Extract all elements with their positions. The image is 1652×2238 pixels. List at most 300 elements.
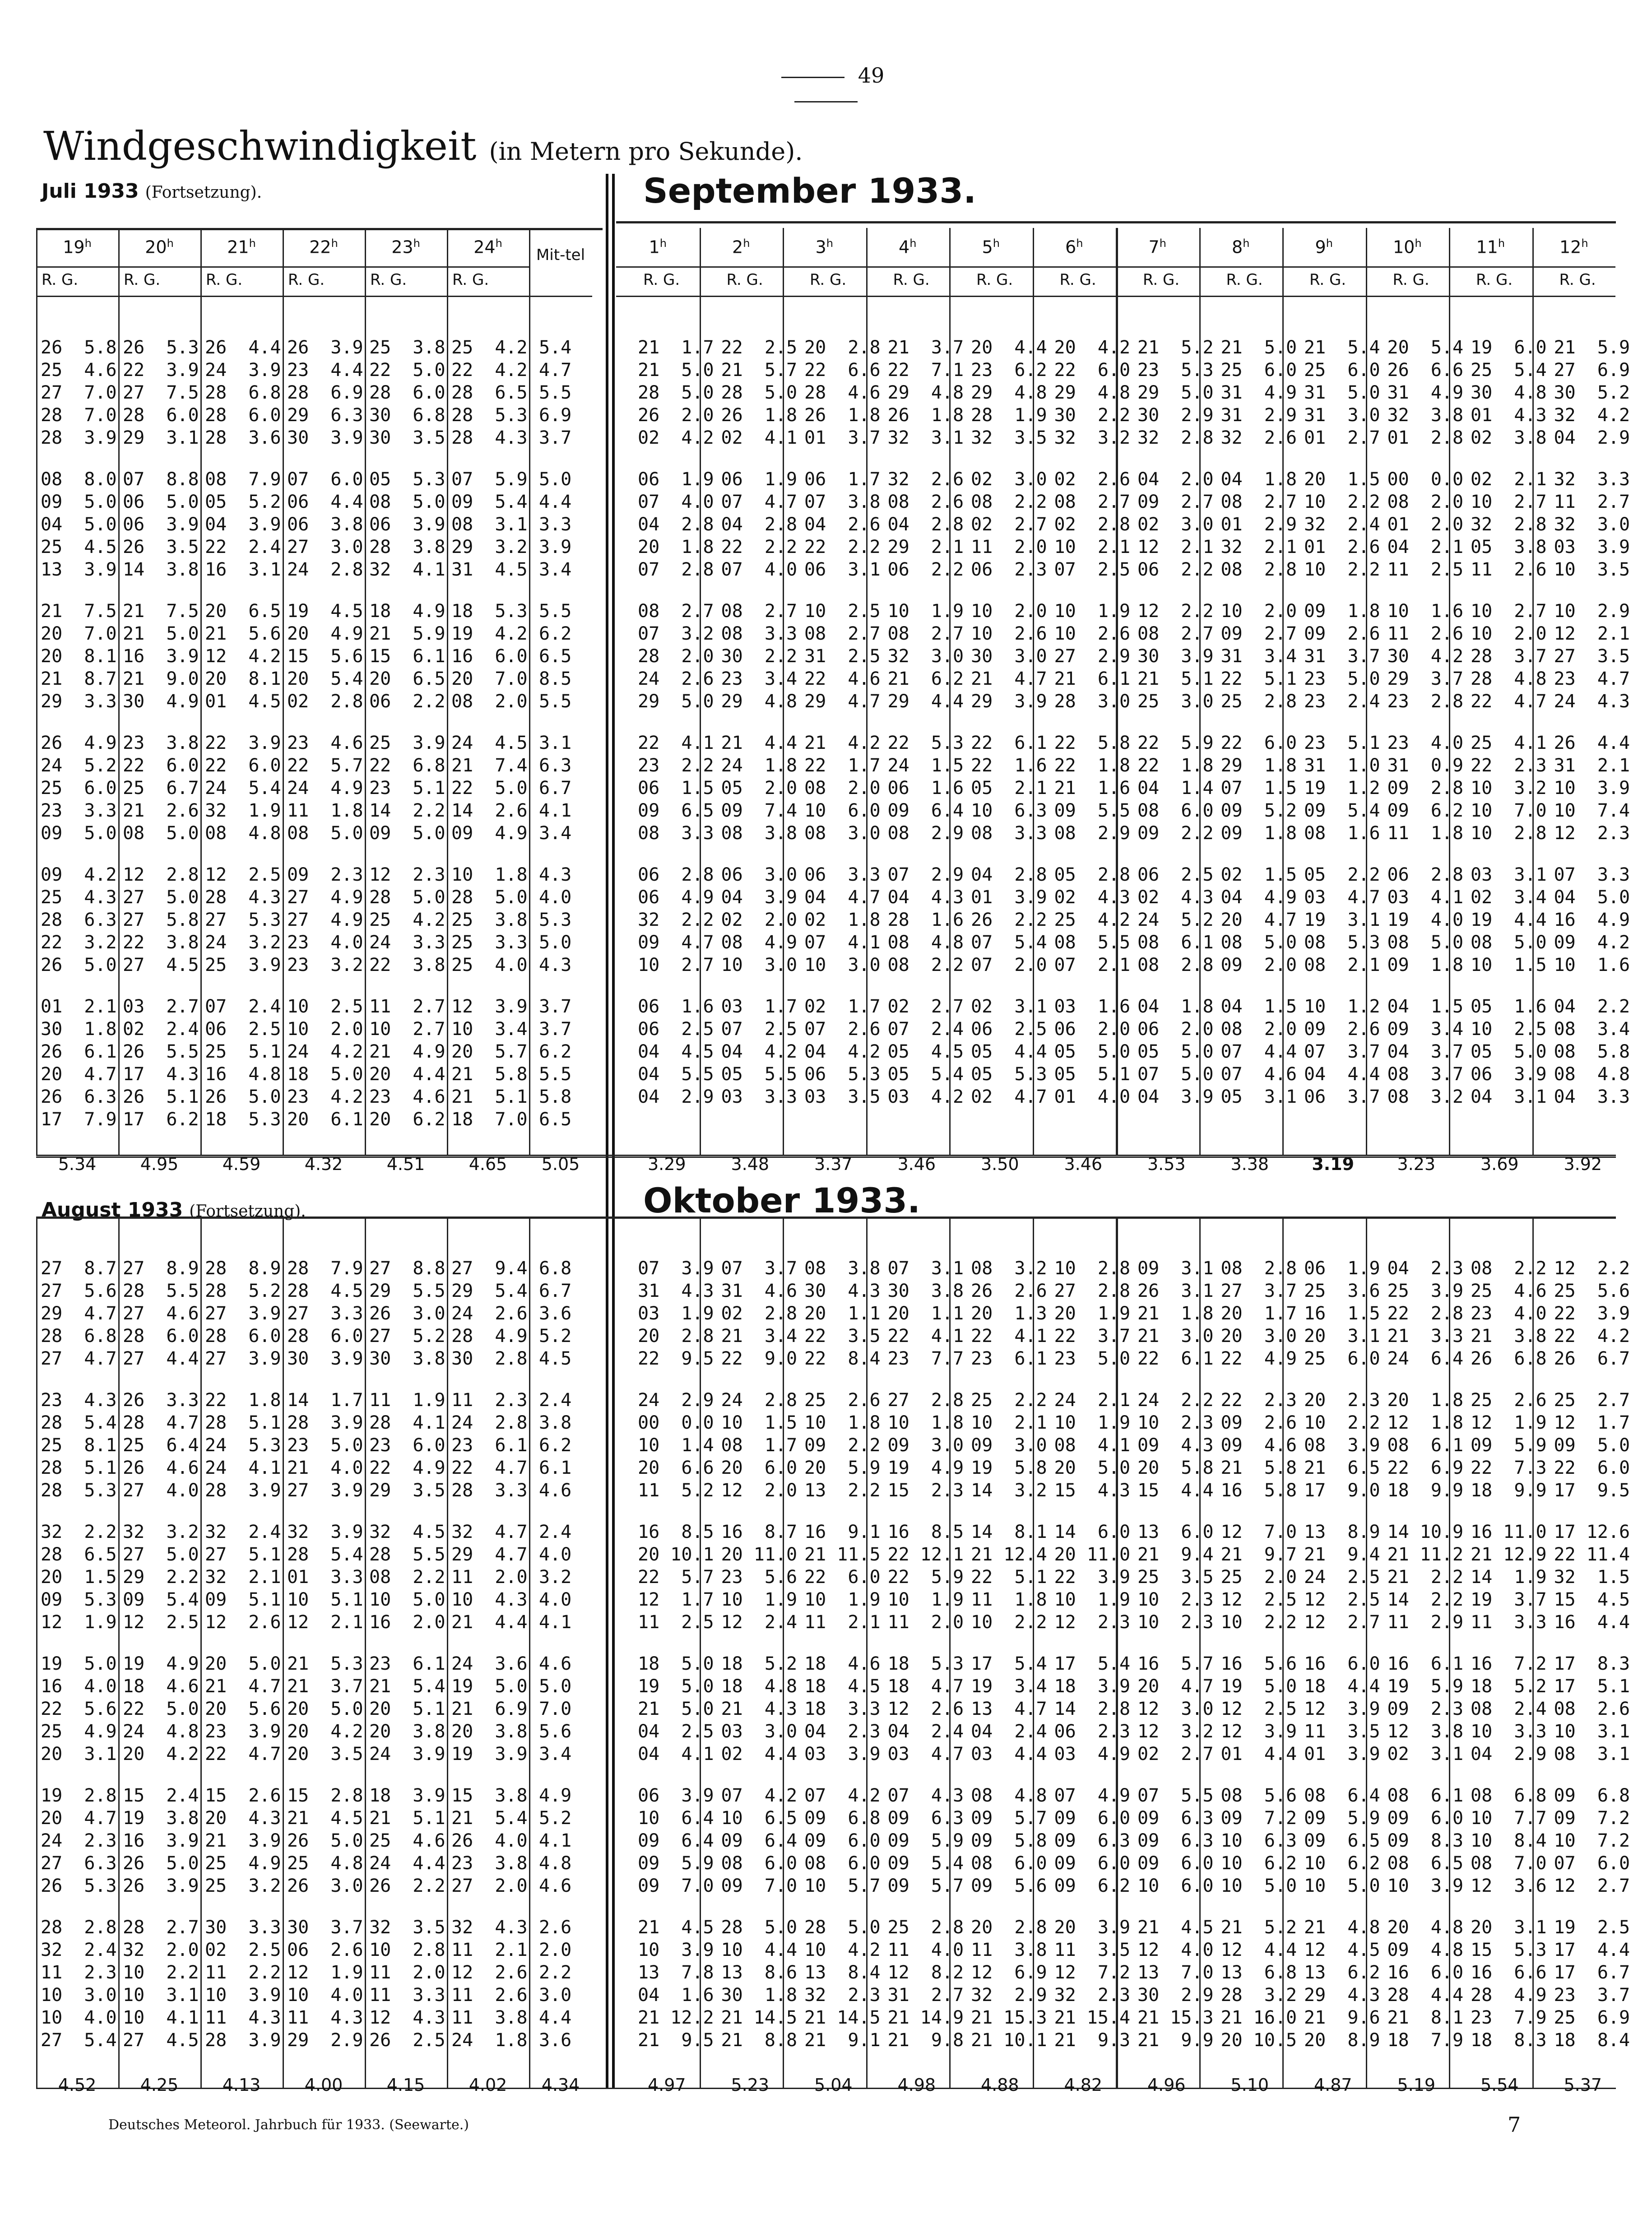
cell-rg: 11 1.9 — [369, 1390, 445, 1411]
cell-rg: 11 2.5 — [638, 1612, 714, 1633]
cell-rg: 26 2.6 — [971, 1281, 1047, 1301]
cell-rg: 21 9.5 — [638, 2030, 714, 2051]
cell-rg: 29 2.1 — [887, 537, 964, 557]
cell-rg: 08 2.0 — [1220, 1019, 1297, 1040]
cell-rg: 03 3.5 — [804, 1086, 881, 1107]
cell-rg: 20 4.9 — [287, 623, 363, 644]
cell-rg: 28 4.1 — [369, 1412, 445, 1433]
cell-rg: 26 4.4 — [205, 337, 281, 358]
cell-rg: 21 5.7 — [721, 360, 798, 381]
cell-rg: 25 6.0 — [1220, 360, 1297, 381]
cell-rg: 22 4.1 — [887, 1326, 964, 1347]
cell-rg: 04 2.6 — [804, 514, 881, 535]
cell-rg: 14 1.9 — [1471, 1567, 1547, 1588]
cell-rg: 28 6.0 — [287, 1326, 363, 1347]
cell-rg: 15 4.4 — [1137, 1480, 1214, 1501]
column-mean: 4.96 — [1147, 2075, 1186, 2095]
cell-rg: 08 2.9 — [887, 823, 964, 844]
column-mean: 4.25 — [140, 2075, 179, 2095]
cell-rg: 17 5.1 — [1554, 1676, 1630, 1697]
cell-rg: 02 4.7 — [971, 1086, 1047, 1107]
cell-rg: 28 5.3 — [41, 1480, 117, 1501]
cell-rg: 03 4.7 — [887, 1744, 964, 1764]
column-rule — [1116, 1217, 1118, 2088]
cell-rg: 09 6.3 — [887, 1808, 964, 1829]
rg-subheader: R. G. — [370, 271, 407, 289]
cell-rg: 19 6.0 — [1471, 337, 1547, 358]
cell-rg: 12 2.8 — [123, 864, 199, 885]
cell-rg: 26 1.8 — [887, 405, 964, 426]
cell-rg: 32 2.1 — [1220, 537, 1297, 557]
cell-rg: 28 4.9 — [451, 1326, 528, 1347]
cell-rg: 20 6.2 — [369, 1109, 445, 1130]
cell-rg: 26 3.5 — [123, 537, 199, 557]
cell-rg: 23 5.6 — [721, 1567, 798, 1588]
cell-rg: 26 5.0 — [123, 1853, 199, 1874]
cell-rg: 02 3.8 — [1471, 427, 1547, 448]
cell-rg: 26 2.2 — [369, 1876, 445, 1896]
hour-header-9h: 9$^h$ — [1315, 237, 1333, 257]
cell-rg: 26 5.5 — [123, 1041, 199, 1062]
hour-header-2h: 2$^h$ — [732, 237, 750, 257]
cell-rg: 18 4.7 — [887, 1676, 964, 1697]
cell-rg: 16 6.6 — [1471, 1962, 1547, 1983]
cell-rg: 04 2.8 — [638, 514, 714, 535]
cell-rg: 21 5.1 — [1137, 669, 1214, 689]
cell-rg: 09 5.9 — [1471, 1435, 1547, 1456]
cell-rg: 02 2.0 — [721, 910, 798, 930]
cell-rg: 28 3.3 — [451, 1480, 528, 1501]
cell-rg: 06 3.7 — [1304, 1086, 1380, 1107]
cell-rg: 29 3.9 — [971, 691, 1047, 712]
cell-mittel: 4.0 — [539, 1544, 572, 1565]
cell-rg: 28 2.8 — [41, 1917, 117, 1938]
column-rule — [283, 1217, 284, 2088]
cell-rg: 27 7.0 — [41, 382, 117, 403]
column-rule — [1449, 228, 1450, 1156]
cell-rg: 12 2.3 — [369, 864, 445, 885]
cell-rg: 27 2.9 — [1054, 646, 1131, 667]
cell-rg: 28 4.5 — [287, 1281, 363, 1301]
cell-rg: 02 2.7 — [1137, 1744, 1214, 1764]
cell-rg: 28 6.0 — [369, 382, 445, 403]
cell-rg: 10 6.4 — [638, 1808, 714, 1829]
cell-rg: 16 2.0 — [369, 1612, 445, 1633]
cell-rg: 20 1.5 — [1304, 469, 1380, 490]
cell-rg: 21 9.3 — [1054, 2030, 1131, 2051]
cell-rg: 31 4.3 — [638, 1281, 714, 1301]
cell-rg: 27 3.9 — [205, 1303, 281, 1324]
hour-header-7h: 7$^h$ — [1148, 237, 1166, 257]
cell-rg: 11 2.6 — [1387, 623, 1464, 644]
cell-rg: 24 5.3 — [205, 1435, 281, 1456]
cell-rg: 19 2.8 — [41, 1785, 117, 1806]
cell-rg: 22 5.1 — [1220, 669, 1297, 689]
rule — [36, 228, 603, 230]
rg-subheader: R. G. — [1309, 271, 1346, 289]
cell-rg: 07 2.5 — [721, 1019, 798, 1040]
cell-mittel: 4.9 — [539, 1785, 572, 1806]
cell-rg: 26 5.3 — [123, 337, 199, 358]
cell-rg: 08 2.2 — [369, 1567, 445, 1588]
cell-rg: 32 2.0 — [123, 1940, 199, 1960]
column-mean: 4.00 — [304, 2075, 343, 2095]
cell-mittel: 4.1 — [539, 800, 572, 821]
cell-rg: 18 3.9 — [369, 1785, 445, 1806]
cell-rg: 24 3.6 — [451, 1653, 528, 1674]
cell-rg: 16 3.1 — [205, 559, 281, 580]
cell-rg: 26 6.3 — [41, 1086, 117, 1107]
cell-rg: 08 5.0 — [369, 492, 445, 512]
cell-rg: 28 7.0 — [41, 405, 117, 426]
cell-mittel: 6.2 — [539, 623, 572, 644]
cell-rg: 03 4.1 — [1387, 887, 1464, 908]
cell-rg: 21 4.5 — [287, 1808, 363, 1829]
cell-rg: 11 2.6 — [451, 1985, 528, 2006]
cell-rg: 25 4.6 — [41, 360, 117, 381]
cell-rg: 28 4.3 — [451, 427, 528, 448]
cell-rg: 21 4.4 — [451, 1612, 528, 1633]
cell-rg: 04 2.8 — [971, 864, 1047, 885]
cell-rg: 22 5.0 — [123, 1699, 199, 1719]
cell-rg: 09 5.3 — [41, 1589, 117, 1610]
cell-rg: 27 4.5 — [123, 955, 199, 975]
cell-rg: 09 3.0 — [971, 1435, 1047, 1456]
cell-rg: 20 4.7 — [1220, 910, 1297, 930]
cell-rg: 21 5.1 — [451, 1086, 528, 1107]
cell-mittel: 4.1 — [539, 1830, 572, 1851]
cell-rg: 02 2.7 — [887, 996, 964, 1017]
cell-rg: 28 6.0 — [123, 405, 199, 426]
cell-rg: 31 0.9 — [1387, 755, 1464, 776]
cell-rg: 20 4.7 — [41, 1808, 117, 1829]
cell-rg: 02 2.7 — [971, 514, 1047, 535]
cell-rg: 22 8.4 — [804, 1348, 881, 1369]
column-rule — [866, 228, 868, 1156]
cell-rg: 23 7.7 — [887, 1348, 964, 1369]
cell-rg: 16 7.2 — [1471, 1653, 1547, 1674]
cell-rg: 20 5.8 — [1137, 1458, 1214, 1478]
cell-rg: 16 6.0 — [1387, 1962, 1464, 1983]
cell-rg: 27 5.2 — [369, 1326, 445, 1347]
cell-rg: 07 2.6 — [804, 1019, 881, 1040]
cell-rg: 09 4.9 — [451, 823, 528, 844]
cell-rg: 32 2.4 — [205, 1522, 281, 1542]
cell-rg: 27 3.5 — [1554, 646, 1630, 667]
column-mean: 4.15 — [386, 2075, 425, 2095]
cell-rg: 19 3.1 — [1304, 910, 1380, 930]
cell-rg: 22 2.3 — [1471, 755, 1547, 776]
cell-rg: 28 1.6 — [887, 910, 964, 930]
cell-rg: 12 1.9 — [1471, 1412, 1547, 1433]
cell-rg: 23 4.7 — [1554, 669, 1630, 689]
cell-rg: 31 2.5 — [804, 646, 881, 667]
cell-rg: 08 2.7 — [804, 623, 881, 644]
cell-rg: 06 5.3 — [804, 1064, 881, 1085]
cell-rg: 01 4.3 — [1471, 405, 1547, 426]
cell-rg: 22 3.8 — [123, 932, 199, 953]
cell-rg: 30 2.9 — [1137, 1985, 1214, 2006]
cell-rg: 10 6.0 — [1137, 1876, 1214, 1896]
cell-rg: 32 2.2 — [638, 910, 714, 930]
cell-rg: 21 14.5 — [804, 2007, 881, 2028]
cell-rg: 16 5.7 — [1137, 1653, 1214, 1674]
cell-rg: 11 3.5 — [1054, 1940, 1131, 1960]
cell-rg: 07 6.0 — [1554, 1853, 1630, 1874]
cell-rg: 28 4.4 — [1387, 1985, 1464, 2006]
cell-rg: 21 8.1 — [1387, 2007, 1464, 2028]
page-title: Windgeschwindigkeit (in Metern pro Sekunde). — [43, 123, 803, 169]
cell-rg: 17 9.5 — [1554, 1480, 1630, 1501]
cell-rg: 24 2.1 — [1054, 1390, 1131, 1411]
cell-rg: 28 6.5 — [41, 1544, 117, 1565]
cell-rg: 14 2.8 — [1054, 1699, 1131, 1719]
cell-rg: 21 4.7 — [971, 669, 1047, 689]
cell-rg: 32 2.4 — [1304, 514, 1380, 535]
cell-rg: 26 6.8 — [1471, 1348, 1547, 1369]
cell-rg: 12 8.2 — [887, 1962, 964, 1983]
cell-rg: 16 9.1 — [804, 1522, 881, 1542]
cell-mittel: 6.8 — [539, 1258, 572, 1279]
cell-rg: 08 6.5 — [1387, 1853, 1464, 1874]
column-rule — [365, 228, 366, 1156]
cell-mittel: 3.6 — [539, 2030, 572, 2051]
column-mean: 4.51 — [386, 1154, 425, 1174]
cell-rg: 02 2.8 — [1054, 514, 1131, 535]
cell-rg: 07 3.8 — [804, 492, 881, 512]
cell-rg: 09 5.4 — [887, 1853, 964, 1874]
cell-rg: 18 5.0 — [638, 1653, 714, 1674]
cell-rg: 22 2.4 — [205, 537, 281, 557]
cell-rg: 02 2.1 — [1471, 469, 1547, 490]
cell-rg: 18 5.3 — [887, 1653, 964, 1674]
cell-rg: 10 6.2 — [1304, 1853, 1380, 1874]
column-rule — [118, 1217, 120, 2088]
cell-rg: 21 9.4 — [1137, 1544, 1214, 1565]
cell-rg: 08 6.0 — [721, 1853, 798, 1874]
cell-rg: 20 8.9 — [1304, 2030, 1380, 2051]
cell-rg: 06 2.6 — [287, 1940, 363, 1960]
cell-rg: 19 3.4 — [971, 1676, 1047, 1697]
cell-rg: 11 2.0 — [887, 1612, 964, 1633]
cell-rg: 21 4.4 — [721, 733, 798, 753]
cell-rg: 07 4.7 — [721, 492, 798, 512]
cell-rg: 23 3.3 — [41, 800, 117, 821]
cell-rg: 06 2.5 — [971, 1019, 1047, 1040]
rg-subheader: R. G. — [726, 271, 763, 289]
cell-rg: 17 4.4 — [1554, 1940, 1630, 1960]
cell-mittel: 5.4 — [539, 337, 572, 358]
cell-rg: 24 3.3 — [369, 932, 445, 953]
cell-rg: 08 2.8 — [1220, 559, 1297, 580]
cell-rg: 21 9.4 — [1304, 1544, 1380, 1565]
cell-mittel: 5.3 — [539, 910, 572, 930]
cell-rg: 27 3.0 — [287, 537, 363, 557]
cell-rg: 04 4.2 — [804, 1041, 881, 1062]
cell-rg: 29 5.0 — [638, 691, 714, 712]
column-rule — [36, 1217, 37, 2088]
cell-rg: 09 5.8 — [971, 1830, 1047, 1851]
cell-rg: 10 2.0 — [1471, 623, 1547, 644]
cell-mittel: 5.5 — [539, 1064, 572, 1085]
cell-rg: 32 4.3 — [451, 1917, 528, 1938]
cell-rg: 10 6.5 — [721, 1808, 798, 1829]
cell-rg: 12 4.4 — [1220, 1940, 1297, 1960]
hour-header-23h: 23$^h$ — [391, 237, 420, 257]
cell-rg: 21 5.9 — [369, 623, 445, 644]
cell-rg: 22 6.0 — [123, 755, 199, 776]
cell-rg: 20 3.8 — [451, 1721, 528, 1742]
cell-rg: 32 3.9 — [287, 1522, 363, 1542]
cell-rg: 22 5.8 — [1054, 733, 1131, 753]
cell-rg: 20 3.8 — [369, 1721, 445, 1742]
cell-rg: 03 3.1 — [1471, 864, 1547, 885]
cell-rg: 21 5.4 — [369, 1676, 445, 1697]
cell-rg: 31 2.7 — [887, 1985, 964, 2006]
cell-rg: 22 3.9 — [205, 733, 281, 753]
cell-rg: 12 3.8 — [1387, 1721, 1464, 1742]
cell-rg: 06 2.5 — [205, 1019, 281, 1040]
cell-rg: 25 4.6 — [369, 1830, 445, 1851]
cell-rg: 09 5.9 — [887, 1830, 964, 1851]
cell-rg: 17 9.0 — [1304, 1480, 1380, 1501]
cell-rg: 07 2.9 — [887, 864, 964, 885]
cell-rg: 24 2.8 — [451, 1412, 528, 1433]
hour-header-22h: 22$^h$ — [309, 237, 338, 257]
cell-rg: 21 5.8 — [1220, 1458, 1297, 1478]
cell-rg: 10 8.4 — [1471, 1830, 1547, 1851]
cell-rg: 29 2.9 — [287, 2030, 363, 2051]
cell-rg: 23 4.4 — [287, 360, 363, 381]
column-mean: 3.37 — [814, 1154, 853, 1174]
column-rule — [1532, 1217, 1534, 2088]
cell-rg: 21 14.5 — [721, 2007, 798, 2028]
cell-rg: 08 2.9 — [1054, 823, 1131, 844]
cell-rg: 02 2.8 — [287, 691, 363, 712]
cell-rg: 27 3.9 — [287, 1480, 363, 1501]
column-rule — [866, 1217, 868, 2088]
cell-rg: 10 3.0 — [41, 1985, 117, 2006]
cell-mittel: 4.1 — [539, 1612, 572, 1633]
cell-rg: 29 4.3 — [1304, 1985, 1380, 2006]
cell-rg: 01 3.9 — [1304, 1744, 1380, 1764]
column-mean: 5.54 — [1480, 2075, 1519, 2095]
cell-rg: 32 3.1 — [887, 427, 964, 448]
cell-rg: 22 4.2 — [1554, 1326, 1630, 1347]
cell-rg: 25 3.6 — [1304, 1281, 1380, 1301]
cell-rg: 10 2.0 — [1220, 601, 1297, 622]
column-mean: 5.37 — [1564, 2075, 1602, 2095]
cell-rg: 09 7.0 — [638, 1876, 714, 1896]
cell-rg: 22 1.8 — [1137, 755, 1214, 776]
cell-rg: 21 1.8 — [1137, 1303, 1214, 1324]
cell-rg: 32 3.8 — [1387, 405, 1464, 426]
cell-mittel: 3.4 — [539, 823, 572, 844]
cell-rg: 28 3.6 — [205, 427, 281, 448]
cell-rg: 14 1.7 — [287, 1390, 363, 1411]
cell-rg: 08 2.1 — [1304, 955, 1380, 975]
cell-rg: 19 4.4 — [1471, 910, 1547, 930]
cell-rg: 04 2.2 — [1554, 996, 1630, 1017]
hour-header-19h: 19$^h$ — [63, 237, 92, 257]
cell-rg: 10 1.9 — [887, 601, 964, 622]
cell-rg: 12 2.6 — [451, 1962, 528, 1983]
cell-rg: 27 4.0 — [123, 1480, 199, 1501]
cell-rg: 09 6.3 — [1137, 1808, 1214, 1829]
hour-header-21h: 21$^h$ — [227, 237, 256, 257]
cell-rg: 23 4.6 — [287, 733, 363, 753]
cell-rg: 13 8.9 — [1304, 1522, 1380, 1542]
column-mean: 4.34 — [541, 2075, 580, 2095]
cell-rg: 09 2.6 — [1220, 1412, 1297, 1433]
cell-rg: 05 2.1 — [971, 778, 1047, 799]
cell-rg: 09 5.7 — [971, 1808, 1047, 1829]
cell-rg: 22 4.7 — [451, 1458, 528, 1478]
cell-rg: 08 2.2 — [887, 955, 964, 975]
cell-rg: 06 1.6 — [887, 778, 964, 799]
cell-rg: 20 1.8 — [1387, 1390, 1464, 1411]
cell-rg: 08 4.9 — [721, 932, 798, 953]
cell-rg: 20 7.0 — [451, 669, 528, 689]
cell-rg: 10 1.6 — [1554, 955, 1630, 975]
cell-mittel: 4.7 — [539, 360, 572, 381]
cell-rg: 12 1.9 — [41, 1612, 117, 1633]
cell-rg: 04 2.4 — [971, 1721, 1047, 1742]
cell-rg: 07 4.0 — [721, 559, 798, 580]
cell-rg: 19 4.2 — [451, 623, 528, 644]
cell-mittel: 3.7 — [539, 996, 572, 1017]
cell-rg: 09 5.7 — [887, 1876, 964, 1896]
cell-rg: 21 7.5 — [41, 601, 117, 622]
cell-rg: 28 3.8 — [369, 537, 445, 557]
cell-rg: 24 2.8 — [287, 559, 363, 580]
column-mean: 5.23 — [731, 2075, 770, 2095]
cell-rg: 08 2.7 — [638, 601, 714, 622]
cell-rg: 26 4.9 — [41, 733, 117, 753]
cell-rg: 30 4.9 — [123, 691, 199, 712]
cell-rg: 06 1.6 — [638, 996, 714, 1017]
cell-rg: 10 1.8 — [887, 1412, 964, 1433]
cell-rg: 28 4.3 — [205, 887, 281, 908]
cell-mittel: 5.0 — [539, 1676, 572, 1697]
cell-rg: 28 5.0 — [721, 382, 798, 403]
cell-rg: 18 4.4 — [1304, 1676, 1380, 1697]
cell-rg: 27 4.5 — [123, 2030, 199, 2051]
cell-rg: 31 4.9 — [1220, 382, 1297, 403]
cell-rg: 09 6.0 — [804, 1830, 881, 1851]
cell-rg: 08 2.6 — [1554, 1699, 1630, 1719]
cell-rg: 20 2.8 — [638, 1326, 714, 1347]
cell-rg: 06 2.8 — [1387, 864, 1464, 885]
column-mean: 5.04 — [814, 2075, 853, 2095]
cell-rg: 09 5.0 — [369, 823, 445, 844]
cell-rg: 09 6.2 — [1387, 800, 1464, 821]
cell-rg: 32 2.6 — [1220, 427, 1297, 448]
cell-rg: 10 2.2 — [971, 1612, 1047, 1633]
cell-rg: 22 3.8 — [369, 955, 445, 975]
cell-rg: 25 3.0 — [1137, 691, 1214, 712]
cell-rg: 23 2.2 — [638, 755, 714, 776]
rule — [36, 1156, 1616, 1158]
cell-rg: 16 5.8 — [1220, 1480, 1297, 1501]
cell-rg: 32 2.1 — [205, 1567, 281, 1588]
cell-rg: 28 5.1 — [41, 1458, 117, 1478]
cell-rg: 21 2.6 — [123, 800, 199, 821]
cell-rg: 13 7.8 — [638, 1962, 714, 1983]
cell-rg: 04 3.3 — [1554, 1086, 1630, 1107]
cell-rg: 15 2.4 — [123, 1785, 199, 1806]
cell-rg: 18 5.0 — [287, 1064, 363, 1085]
